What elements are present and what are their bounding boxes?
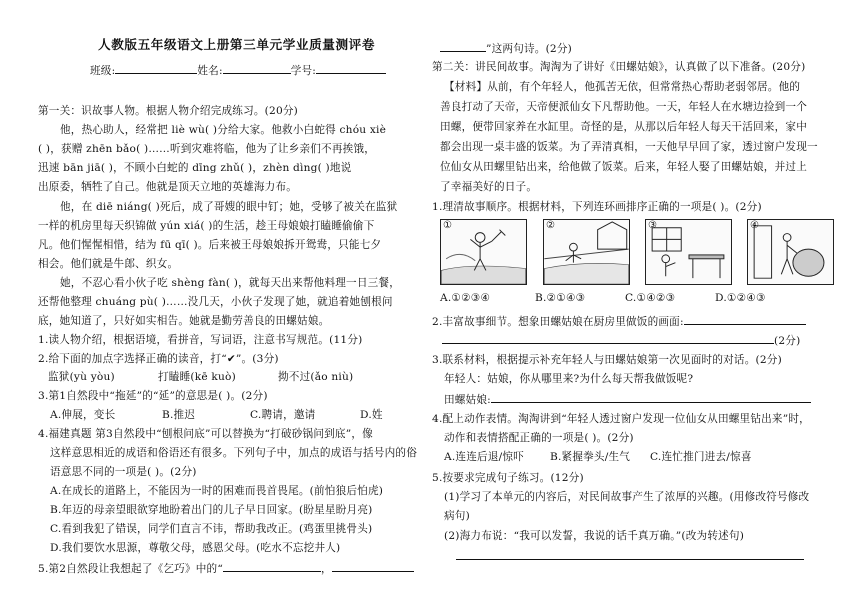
q3-option-c[interactable]: C.聘请，邀请 xyxy=(250,409,316,421)
answer-blank[interactable] xyxy=(491,391,811,403)
material-line: 了幸福美好的日子。 xyxy=(440,181,538,193)
answer-blank[interactable] xyxy=(442,332,774,344)
answer-blank[interactable] xyxy=(684,313,806,325)
question-4-line: 这样意思相近的成语和俗语还有很多。下列句子中，加点的成语与括号内的俗 xyxy=(50,447,417,459)
q5-continuation xyxy=(440,40,572,56)
panel-number: ③ xyxy=(648,220,657,231)
answer-blank[interactable] xyxy=(440,40,486,52)
water-jar-illustration xyxy=(748,220,833,284)
passage-line: ( )，获赠 zhēn bǎo( )……听到灾难将临，他为了让乡亲们不再挨饿， xyxy=(38,143,376,155)
question-2: 2.给下面的加点字选择正确的读音，打“✔”。(3分) xyxy=(38,353,279,365)
paper-title: 人教版五年级语文上册第三单元学业质量测评卷 xyxy=(98,37,376,52)
material-line: 善良打动了天帝，天帝便派仙女下凡帮助他。一天，年轻人在水塘边捡到一个 xyxy=(440,101,807,113)
q4-option-d[interactable]: D.我们要饮水思源，尊敬父母，感恩父母。(吃水不忘挖井人) xyxy=(50,542,341,554)
q5-sub-1: (1)学习了本单元的内容后，对民间故事产生了浓厚的兴趣。(用修改符号修改 xyxy=(444,491,810,503)
dialogue-snail-girl xyxy=(444,391,811,407)
question-3: 3.第1自然段中“拖延”的“延”的意思是( )。(2分) xyxy=(38,390,268,402)
passage-line: 凡。他们惺惺相惜，结为 fū qī( )。后来被王母娘娘拆开鸳鸯，只能七夕 xyxy=(38,239,382,251)
q5-sub-2: (2)海力布说：“我可以发誓，我说的话千真万确。”(改为转述句) xyxy=(444,530,745,542)
student-info xyxy=(90,62,386,78)
girl-label: 田螺姑娘: xyxy=(444,394,491,406)
level2-question-4-cont: 动作和表情搭配正确的一项是( )。(2分) xyxy=(444,432,634,444)
name-label: 姓名: xyxy=(197,65,223,77)
panel-number: ② xyxy=(546,220,555,231)
l2-q1-option-a[interactable]: A.①②③④ xyxy=(440,292,491,304)
farmer-working-illustration xyxy=(441,220,526,284)
passage-line: 她，不忍心看小伙子吃 shèng fàn( )，就每天出来帮他料理一日三餐， xyxy=(60,277,401,289)
l2-q1-option-d[interactable]: D.①②④③ xyxy=(715,292,766,304)
comic-panel-2 xyxy=(543,219,630,285)
q4-option-a[interactable]: A.在成长的道路上，不能因为一时的困难而畏首畏尾。(前怕狼后怕虎) xyxy=(50,485,384,497)
q5-sub-2-answer xyxy=(456,548,804,564)
name-field[interactable] xyxy=(223,62,291,74)
passage-line: 相会。他们就是牛郎、织女。 xyxy=(38,258,179,270)
q3-option-b[interactable]: B.推迟 xyxy=(162,409,196,421)
q4-option-b[interactable]: B.紧握拳头/生气 xyxy=(550,451,631,463)
q3-option-a[interactable]: A.伸展，变长 xyxy=(50,409,116,421)
material-line: 田螺，便带回家养在水缸里。奇怪的是，从那以后年轻人每天干活回来，家中 xyxy=(440,121,807,133)
level2-question-3: 3.联系材料，根据提示补充年轻人与田螺姑娘第一次见面时的对话。(2分) xyxy=(432,354,782,366)
q4-option-c[interactable]: C.连忙推门进去/惊喜 xyxy=(650,451,752,463)
passage-line: 他，热心助人，经常把 liè wù( )分给大家。他救小白蛇得 chóu xiè xyxy=(60,124,387,136)
question-5: 5.第2自然段让我想起了《乞巧》中的“ ， xyxy=(38,560,414,576)
q2-answer-line xyxy=(442,332,800,348)
panel-number: ① xyxy=(443,220,452,231)
answer-blank[interactable] xyxy=(223,560,321,572)
q4-option-b[interactable]: B.年迈的母亲望眼欲穿地盼着出门的儿子早日回家。(盼星星盼月亮) xyxy=(50,504,373,516)
q5-tail: ”这两句诗。(2分) xyxy=(486,43,572,55)
q2-option[interactable]: 监狱(yù yòu) xyxy=(48,371,115,383)
material-line: 都会出现一桌丰盛的饭菜。为了弄清真相，一天他早早回了家，透过窗户发现一 xyxy=(440,141,818,153)
class-label: 班级: xyxy=(90,65,116,77)
q4-option-c[interactable]: C.看到我犯了错误，同学们直言不讳，帮助我改正。(鸡蛋里挑骨头) xyxy=(50,523,373,535)
question-5-text: 5.第2自然段让我想起了《乞巧》中的“ xyxy=(38,563,223,575)
level1-heading: 第一关：识故事人物。根据人物介绍完成练习。(20分) xyxy=(38,105,299,117)
panel-number: ④ xyxy=(750,220,759,231)
comic-panel-1 xyxy=(440,219,527,285)
pond-illustration xyxy=(544,220,629,284)
q5-sub-1-cont: 病句) xyxy=(444,510,470,522)
passage-line: 底，她知道了，只好如实相告。她就是勤劳善良的田螺姑娘。 xyxy=(38,315,330,327)
question-4-line: 语意思不同的一项是( )。(2分) xyxy=(50,466,197,478)
question-text: 2.丰富故事细节。想象田螺姑娘在厨房里做饭的画面: xyxy=(432,316,684,328)
answer-blank[interactable] xyxy=(456,548,804,560)
q2-option[interactable]: 拗不过(ǎo niù) xyxy=(278,371,354,383)
answer-blank[interactable] xyxy=(332,560,414,572)
passage-line: 迅速 bān jiā( )，不顾小白蛇的 dīng zhǔ( )，zhèn dìng( )地说 xyxy=(38,162,352,174)
passage-line: 还帮他整理 chuáng pù( )……没几天，小伙子发现了她，就追着她刨根问 xyxy=(38,296,393,308)
comic-panel-4 xyxy=(747,219,834,285)
meal-table-illustration xyxy=(646,220,731,284)
material-line: 位仙女从田螺里钻出来，给他做了饭菜。后来，年轻人娶了田螺姑娘，并过上 xyxy=(440,161,807,173)
comic-panel-3 xyxy=(645,219,732,285)
q2-score: (2分) xyxy=(774,335,801,347)
passage-line: 他，在 diē niáng( )死后，成了哥嫂的眼中钉；她，受够了被关在监狱 xyxy=(60,201,398,213)
question-4-line: 4.福建真题 第3自然段中“刨根问底”可以替换为“打破砂锅问到底”，像 xyxy=(38,428,373,440)
q2-option[interactable]: 打瞌睡(kē kuò) xyxy=(158,371,236,383)
q3-option-d[interactable]: D.姓 xyxy=(360,409,383,421)
l2-q1-option-c[interactable]: C.①④②③ xyxy=(625,292,676,304)
level2-question-4: 4.配上动作表情。淘淘讲到“年轻人透过窗户发现一位仙女从田螺里钻出来”时， xyxy=(432,413,810,425)
dialogue-young-man: 年轻人：姑娘，你从哪里来?为什么每天帮我做饭呢? xyxy=(444,373,694,385)
level2-question-5: 5.按要求完成句子练习。(12分) xyxy=(432,472,584,484)
passage-line: 出原委，牺牲了自己。他就是顶天立地的英雄海力布。 xyxy=(38,181,298,193)
l2-q1-option-b[interactable]: B.②①④③ xyxy=(535,292,586,304)
level2-question-1: 1.理清故事顺序。根据材料，下列连环画排序正确的一项是( )。(2分) xyxy=(432,201,762,213)
q4-option-a[interactable]: A.连连后退/惊吓 xyxy=(444,451,524,463)
id-label: 学号: xyxy=(290,65,317,77)
class-field[interactable] xyxy=(115,62,197,74)
id-field[interactable] xyxy=(316,62,386,74)
material-line: 【材料】从前，有个年轻人，他孤苦无依，但常常热心帮助老弱邻居。他的 xyxy=(444,81,801,93)
question-1: 1.读人物介绍，根据语境，看拼音，写词语，注意书写规范。(11分) xyxy=(38,334,363,346)
passage-line: 一样的机房里每天织锦做 yún xiá( )的生活，趁王母娘娘打瞌睡偷偷下 xyxy=(38,220,375,232)
level2-heading: 第二关：讲民间故事。淘淘为了讲好《田螺姑娘》，认真做了以下准备。(20分) xyxy=(432,61,806,73)
level2-question-2 xyxy=(432,313,806,329)
